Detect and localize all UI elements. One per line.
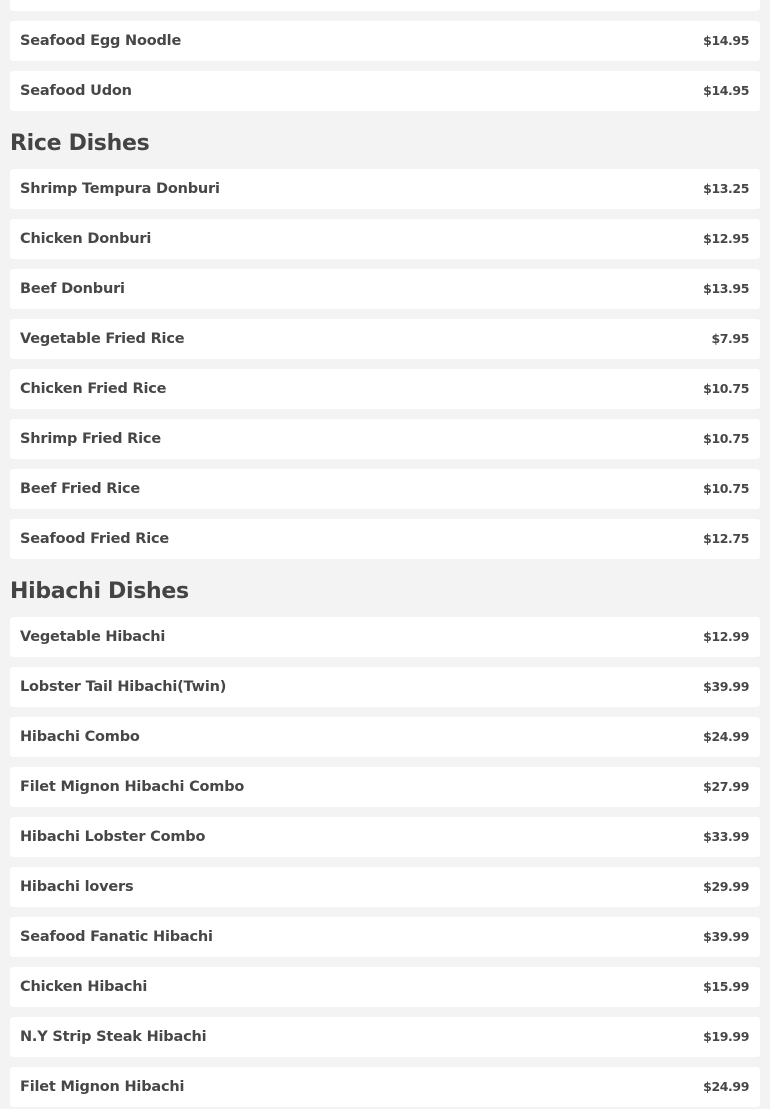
menu-item-price: $15.99 <box>703 979 749 994</box>
menu-item-name: Hibachi Combo <box>20 729 140 745</box>
menu-item-price: $12.99 <box>703 629 749 644</box>
menu-item-name: Vegetable Fried Rice <box>20 331 185 347</box>
menu-item-row[interactable] <box>10 21 760 61</box>
menu-item-name: Shrimp Fried Rice <box>20 431 161 447</box>
menu-item-price: $12.75 <box>703 531 749 546</box>
menu-item-price: $33.99 <box>703 829 749 844</box>
menu-item-price: $12.95 <box>703 231 749 246</box>
menu-item-name: Seafood Udon <box>20 83 132 99</box>
menu-item-name: Seafood Egg Noodle <box>20 33 182 49</box>
menu-item-name: Filet Mignon Hibachi <box>20 1079 185 1095</box>
menu-item-row[interactable] <box>10 867 760 907</box>
section-title-rice-dishes: Rice Dishes <box>10 131 150 156</box>
menu-item-row[interactable] <box>10 269 760 309</box>
menu-item-price: $10.75 <box>703 381 749 396</box>
menu-item-price: $13.95 <box>703 281 749 296</box>
menu-item-name: Beef Donburi <box>20 281 125 297</box>
menu-item-price: $7.95 <box>711 331 749 346</box>
menu-item-price: $27.99 <box>703 779 749 794</box>
menu-item-price: $10.75 <box>703 481 749 496</box>
menu-item-name: Chicken Donburi <box>20 231 152 247</box>
menu-item-price: $14.95 <box>703 33 749 48</box>
menu-item-name: Shrimp Tempura Donburi <box>20 181 220 197</box>
section-title-hibachi-dishes: Hibachi Dishes <box>10 579 189 604</box>
menu-item-row[interactable] <box>10 419 760 459</box>
menu-item-name: Chicken Hibachi <box>20 979 148 995</box>
menu-item-name: Vegetable Hibachi <box>20 629 166 645</box>
menu-item-price: $24.99 <box>703 1079 749 1094</box>
menu-item-row[interactable] <box>10 71 760 111</box>
menu-item-row[interactable] <box>10 617 760 657</box>
menu-item-row[interactable] <box>10 917 760 957</box>
menu-item-row[interactable] <box>10 519 760 559</box>
menu-item-name: Lobster Tail Hibachi(Twin) <box>20 679 227 695</box>
menu-item-row[interactable] <box>10 369 760 409</box>
menu-item-row[interactable] <box>10 717 760 757</box>
menu-item-name: Seafood Fried Rice <box>20 531 170 547</box>
menu-item-row[interactable] <box>10 469 760 509</box>
menu-item-name: Hibachi Lobster Combo <box>20 829 206 845</box>
menu-item-price: $14.95 <box>703 83 749 98</box>
menu-item-row[interactable] <box>10 1067 760 1107</box>
menu-item-row[interactable] <box>10 667 760 707</box>
menu-item-row[interactable] <box>10 219 760 259</box>
menu-item-price: $29.99 <box>703 879 749 894</box>
menu-item-row[interactable] <box>10 169 760 209</box>
menu-item-price: $19.99 <box>703 1029 749 1044</box>
menu-item-name: Filet Mignon Hibachi Combo <box>20 779 245 795</box>
menu-item-name: Hibachi lovers <box>20 879 134 895</box>
menu-item-price: $39.99 <box>703 929 749 944</box>
menu-item-name: Chicken Fried Rice <box>20 381 167 397</box>
menu-item-price: $13.25 <box>703 181 749 196</box>
menu-item-name: Beef Fried Rice <box>20 481 141 497</box>
menu-item-name: Seafood Fanatic Hibachi <box>20 929 213 945</box>
menu-item-price: $10.75 <box>703 431 749 446</box>
menu-item-row[interactable] <box>10 967 760 1007</box>
menu-item-name: N.Y Strip Steak Hibachi <box>20 1029 207 1045</box>
menu-item-row[interactable] <box>10 817 760 857</box>
menu-item-row[interactable] <box>10 1017 760 1057</box>
menu-item-row[interactable] <box>10 0 760 11</box>
menu-item-row[interactable] <box>10 767 760 807</box>
menu-item-price: $24.99 <box>703 729 749 744</box>
menu-item-price: $39.99 <box>703 679 749 694</box>
menu-item-row[interactable] <box>10 319 760 359</box>
